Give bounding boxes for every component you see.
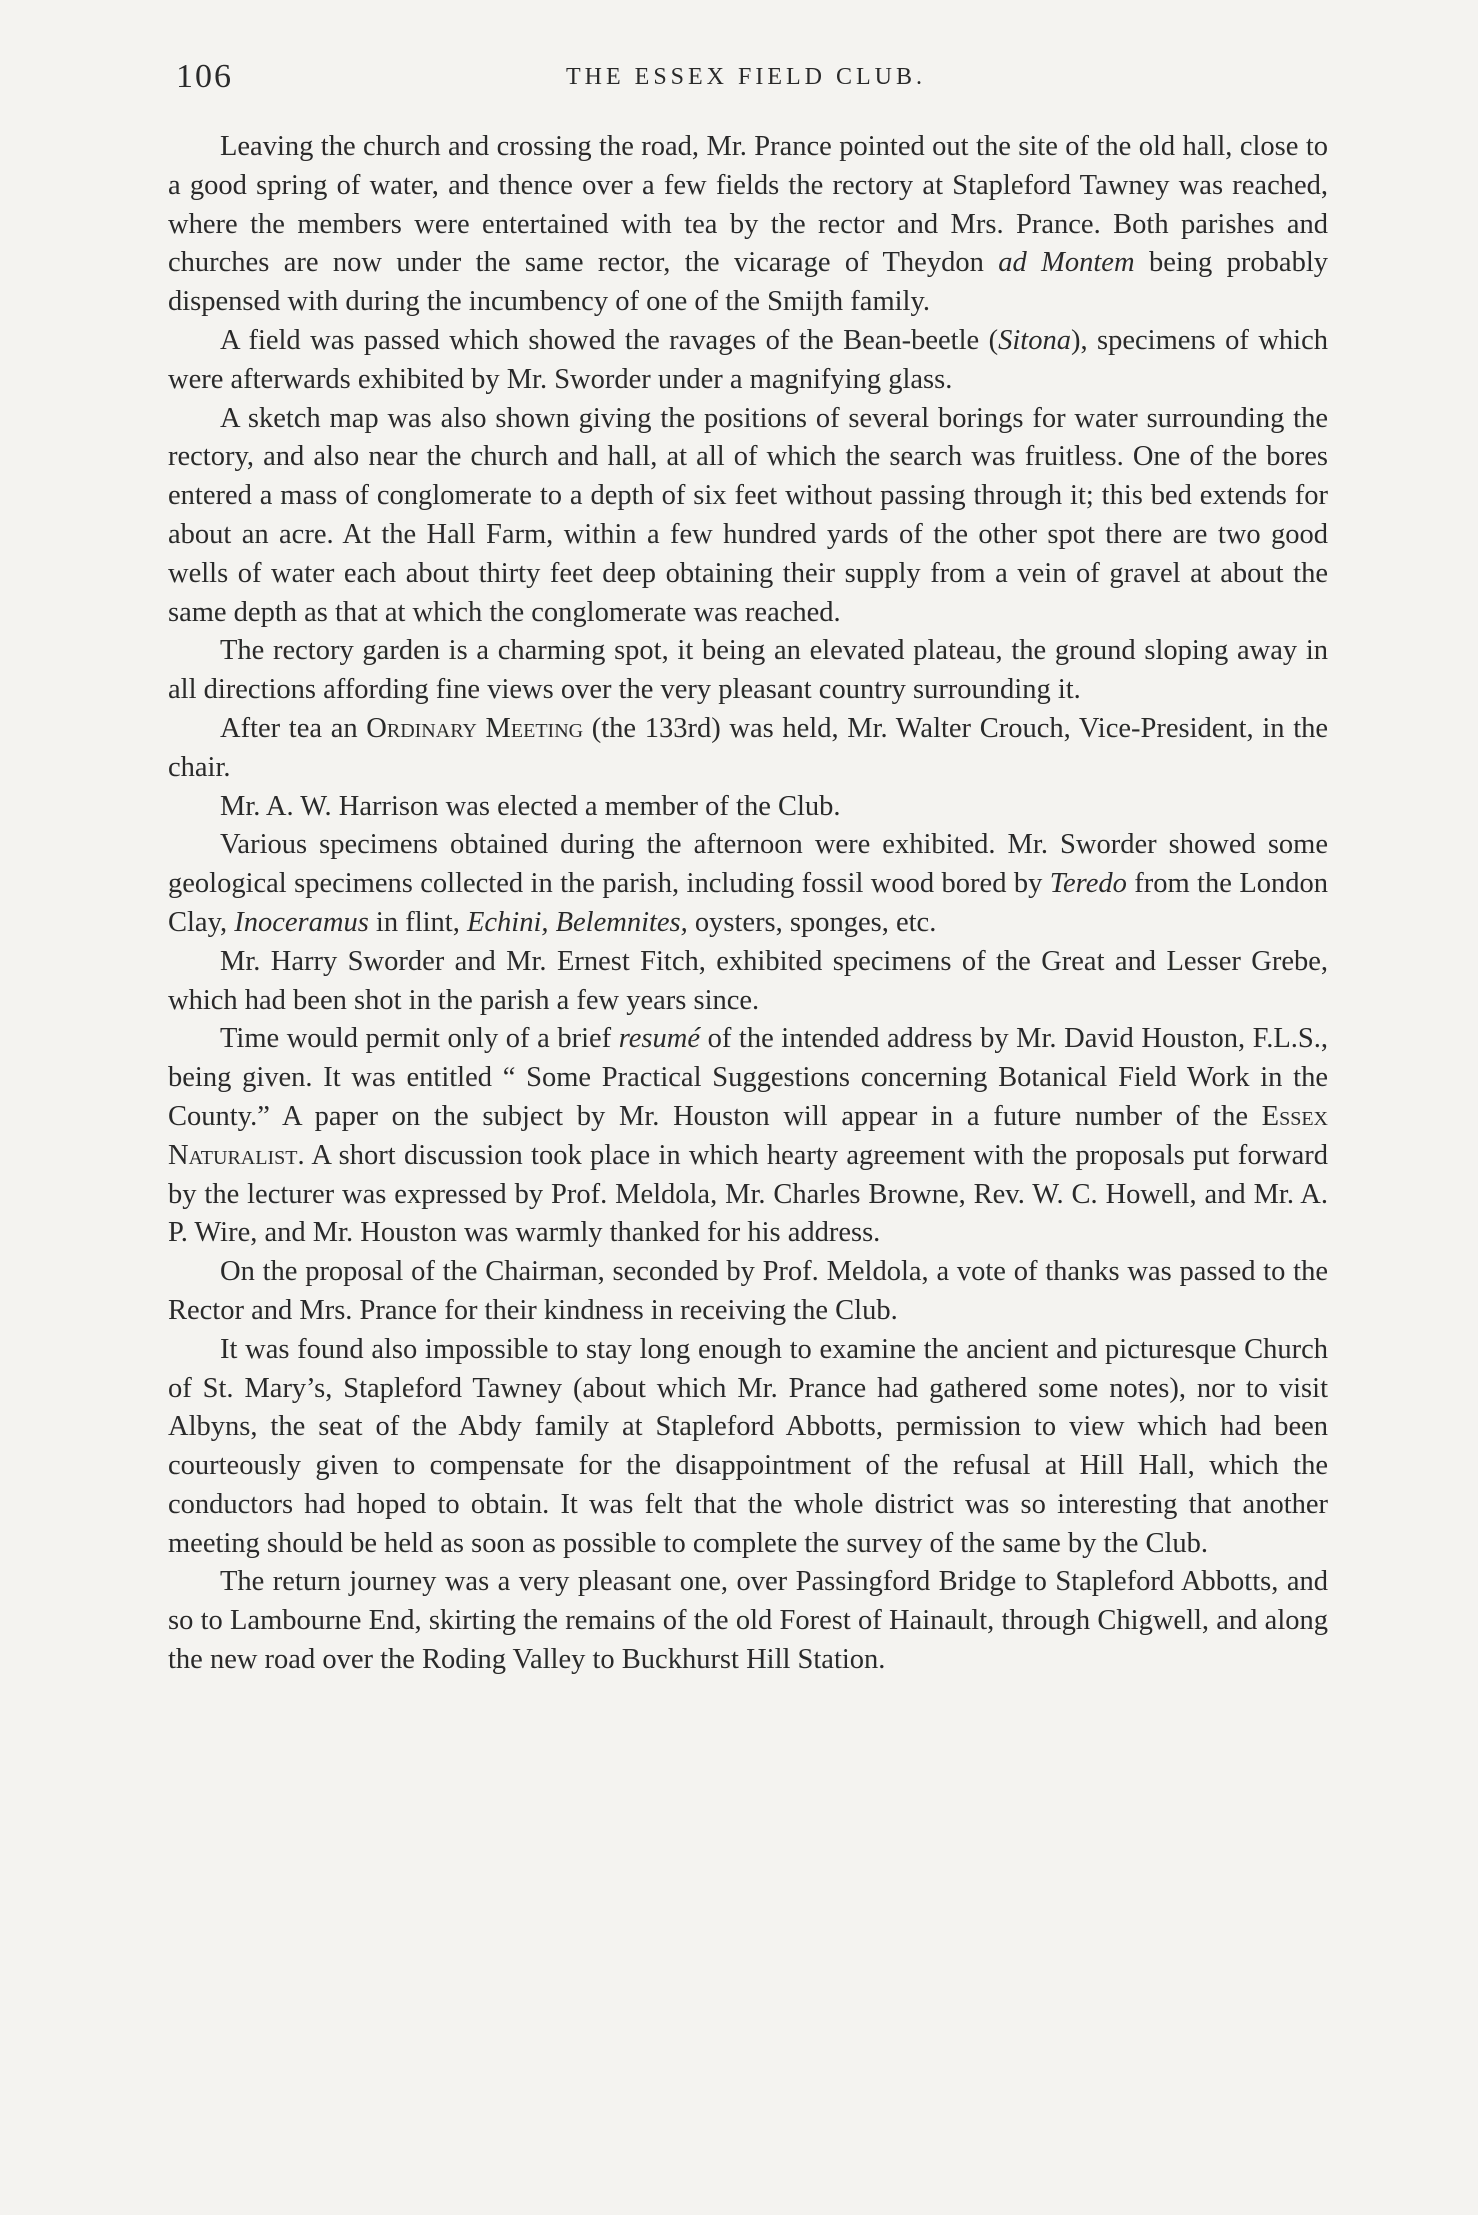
paragraph <box>168 400 1328 633</box>
text-run: After tea an <box>220 712 367 744</box>
text-run: being probably dispensed with during the incumbency of one of the Smijth family. <box>168 247 1328 318</box>
paragraph <box>168 710 1328 788</box>
paragraph <box>168 128 1328 322</box>
text-run: A sketch map was also shown giving the positions of several borings for water surrounding the rectory, and also near the church and hall, at all of which the search was fruitless. One of the bores entered a mass of conglomerate to a depth of six feet without passing through it; this bed extends for about an acre. At the Hall Farm, within a few hundred yards of the other spot there are two good wells of water each about thirty feet deep obtaining their supply from a vein of gravel at about the same depth as that at which the conglomerate was reached. <box>168 402 1328 628</box>
page-number: 106 <box>176 58 233 95</box>
paragraph <box>168 1331 1328 1564</box>
paragraph <box>168 1020 1328 1253</box>
small-caps-text: Ordinary Meeting <box>366 712 584 744</box>
small-caps-text: Essex Naturalist <box>168 1100 1328 1171</box>
text-run: Mr. A. W. Harrison was elected a member of the Club. <box>220 790 841 822</box>
text-run: Leaving the church and crossing the road, Mr. Prance pointed out the site of the old hall, close to a good spring of water, and thence over a few fields the rectory at Stapleford Tawney was reached, where the members were entertained with tea by the rector and Mrs. Prance. Both parishes and churches are now under the same rector, the vicarage of Theydon <box>168 131 1328 279</box>
body-text <box>168 128 1328 1680</box>
italic-text: Echini, Belemnites, <box>466 906 688 938</box>
running-title: THE ESSEX FIELD CLUB. <box>566 64 926 90</box>
text-run: ), specimens of which were afterwards exhibited by Mr. Sworder under a magnifying glass. <box>168 324 1328 395</box>
paragraph <box>168 943 1328 1021</box>
paragraph <box>168 826 1328 942</box>
paragraph <box>168 788 1328 827</box>
text-run: oysters, sponges, etc. <box>687 906 937 938</box>
text-run: of the intended address by Mr. David Houston, F.L.S., being given. It was entitled “ Some Practical Suggestions concerning Botanical Field Work in the County.” A paper on the subject by Mr. Houston will appear in a future number of the <box>168 1023 1328 1132</box>
paragraph <box>168 632 1328 710</box>
italic-text: Sitona <box>998 324 1071 356</box>
italic-text: Teredo <box>1049 868 1127 900</box>
text-run: A field was passed which showed the ravages of the Bean-beetle ( <box>220 324 999 356</box>
text-run: It was found also impossible to stay long enough to examine the ancient and picturesque Church of St. Mary’s, Stapleford Tawney (about which Mr. Prance had gathered some notes), nor to visit Albyns, the seat of the Abdy family at Stapleford Abbotts, permission to view which had been courteously given to compensate for the disappointment of the refusal at Hill Hall, which the conductors had hoped to obtain. It was felt that the whole district was so interesting that another meeting should be held as soon as possible to complete the survey of the same by the Club. <box>168 1333 1328 1559</box>
text-run: Time would permit only of a brief <box>220 1023 619 1055</box>
text-run: Mr. Harry Sworder and Mr. Ernest Fitch, exhibited specimens of the Great and Lesser Grebe, which had been shot in the parish a few years since. <box>168 945 1328 1016</box>
paragraph <box>168 322 1328 400</box>
italic-text: resumé <box>618 1023 700 1055</box>
text-run: The rectory garden is a charming spot, it being an elevated plateau, the ground sloping away in all directions affording fine views over the very pleasant country surrounding it. <box>168 635 1328 706</box>
page-header <box>166 58 1326 108</box>
text-run: in flint, <box>368 906 467 938</box>
text-run: On the proposal of the Chairman, seconded by Prof. Meldola, a vote of thanks was passed to the Rector and Mrs. Prance for their kindness in receiving the Club. <box>168 1256 1328 1326</box>
text-run: from the London Clay, <box>168 868 1328 938</box>
text-run: The return journey was a very pleasant one, over Passingford Bridge to Stapleford Abbotts, and so to Lambourne End, skirting the remains of the old Forest of Hainault, through Chigwell, and along the new road over the Roding Valley to Buckhurst Hill Station. <box>168 1566 1328 1676</box>
text-run: (the 133rd) was held, Mr. Walter Crouch, Vice-President, in the chair. <box>168 712 1329 783</box>
text-run: Various specimens obtained during the afternoon were exhibited. Mr. Sworder showed some geological specimens collected in the parish, including fossil wood bored by <box>168 829 1328 900</box>
text-run: . A short discussion took place in which hearty agreement with the proposals put forward by the lecturer was expressed by Prof. Meldola, Mr. Charles Browne, Rev. W. C. Howell, and Mr. A. P. Wire, and Mr. Houston was warmly thanked for his address. <box>168 1139 1328 1249</box>
paragraph <box>168 1563 1328 1679</box>
italic-text: Inoceramus <box>234 906 369 938</box>
italic-text: ad Montem <box>998 247 1135 279</box>
paragraph <box>168 1253 1328 1331</box>
